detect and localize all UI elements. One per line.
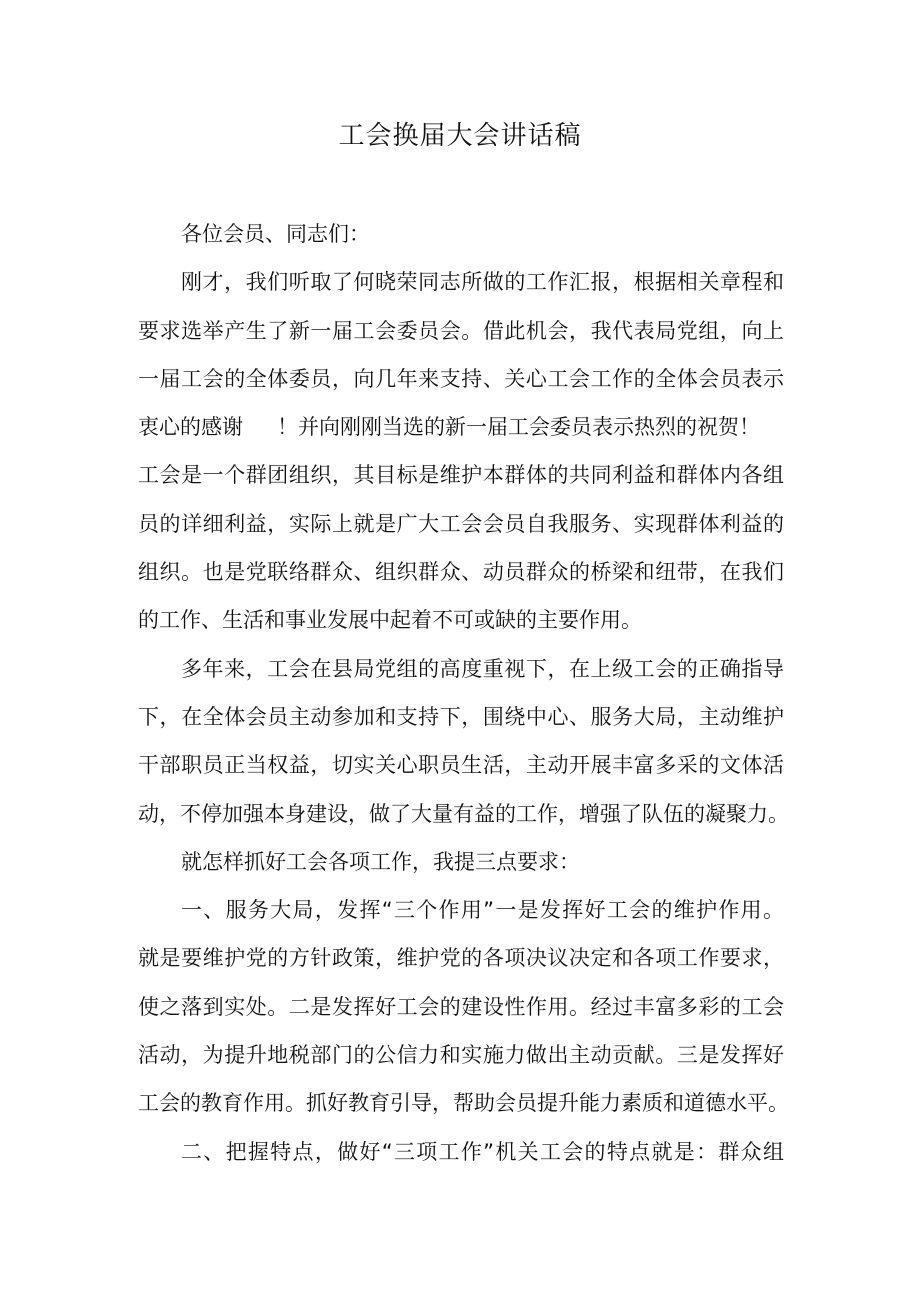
paragraph-line: 刚才，我们听取了何晓荣同志所做的工作汇报，根据相关章程和 <box>181 270 784 295</box>
salutation-line: 各位会员、同志们： <box>181 222 370 246</box>
paragraph-line: 一届工会的全体委员，向几年来支持、关心工会工作的全体会员表示 <box>138 366 784 391</box>
paragraph-line: 工会的教育作用。抓好教育引导，帮助会员提升能力素质和道德水平。 <box>138 1091 789 1116</box>
paragraph-line: 多年来，工会在县局党组的高度重视下，在上级工会的正确指导 <box>181 656 784 681</box>
paragraph-line: 工会是一个群团组织，其目标是维护本群体的共同利益和群体内各组 <box>138 463 784 488</box>
paragraph-line: 就怎样抓好工会各项工作，我提三点要求： <box>181 849 580 874</box>
paragraph-line: 组织。也是党联络群众、组织群众、动员群众的桥梁和纽带，在我们 <box>138 560 784 585</box>
line-segment: 衷心的感谢 <box>138 415 243 440</box>
document-body <box>138 210 789 1176</box>
paragraph-line: 下，在全体会员主动参加和支持下，围绕中心、服务大局，主动维护 <box>138 704 784 729</box>
document-title: 工会换届大会讲话稿 <box>338 121 582 151</box>
paragraph-line: 的工作、生活和事业发展中起着不可或缺的主要作用。 <box>138 608 642 633</box>
paragraph-line: 干部职员正当权益，切实关心职员生活，主动开展丰富多采的文体活 <box>138 753 784 778</box>
paragraph-line: 要求选举产生了新一届工会委员会。借此机会，我代表局党组，向上 <box>138 318 784 343</box>
paragraph-line: 就是要维护党的方针政策，维护党的各项决议决定和各项工作要求， <box>138 946 784 971</box>
paragraph-line: 员的详细利益，实际上就是广大工会会员自我服务、实现群体利益的 <box>138 511 784 536</box>
paragraph-line: 活动，为提升地税部门的公信力和实施力做出主动贡献。三是发挥好 <box>138 1043 784 1068</box>
paragraph-line: 使之落到实处。二是发挥好工会的建设性作用。经过丰富多彩的工会 <box>138 994 784 1019</box>
paragraph-line <box>138 403 784 451</box>
paragraph-line: 二、把握特点，做好“三项工作”机关工会的特点就是：群众组 <box>181 1139 784 1164</box>
line-segment: ！并向刚刚当选的新一届工会委员表示热烈的祝贺！ <box>277 415 760 440</box>
paragraph-line: 一、服务大局，发挥“三个作用”一是发挥好工会的维护作用。 <box>181 898 784 923</box>
paragraph-line: 动，不停加强本身建设，做了大量有益的工作，增强了队伍的凝聚力。 <box>138 801 789 826</box>
